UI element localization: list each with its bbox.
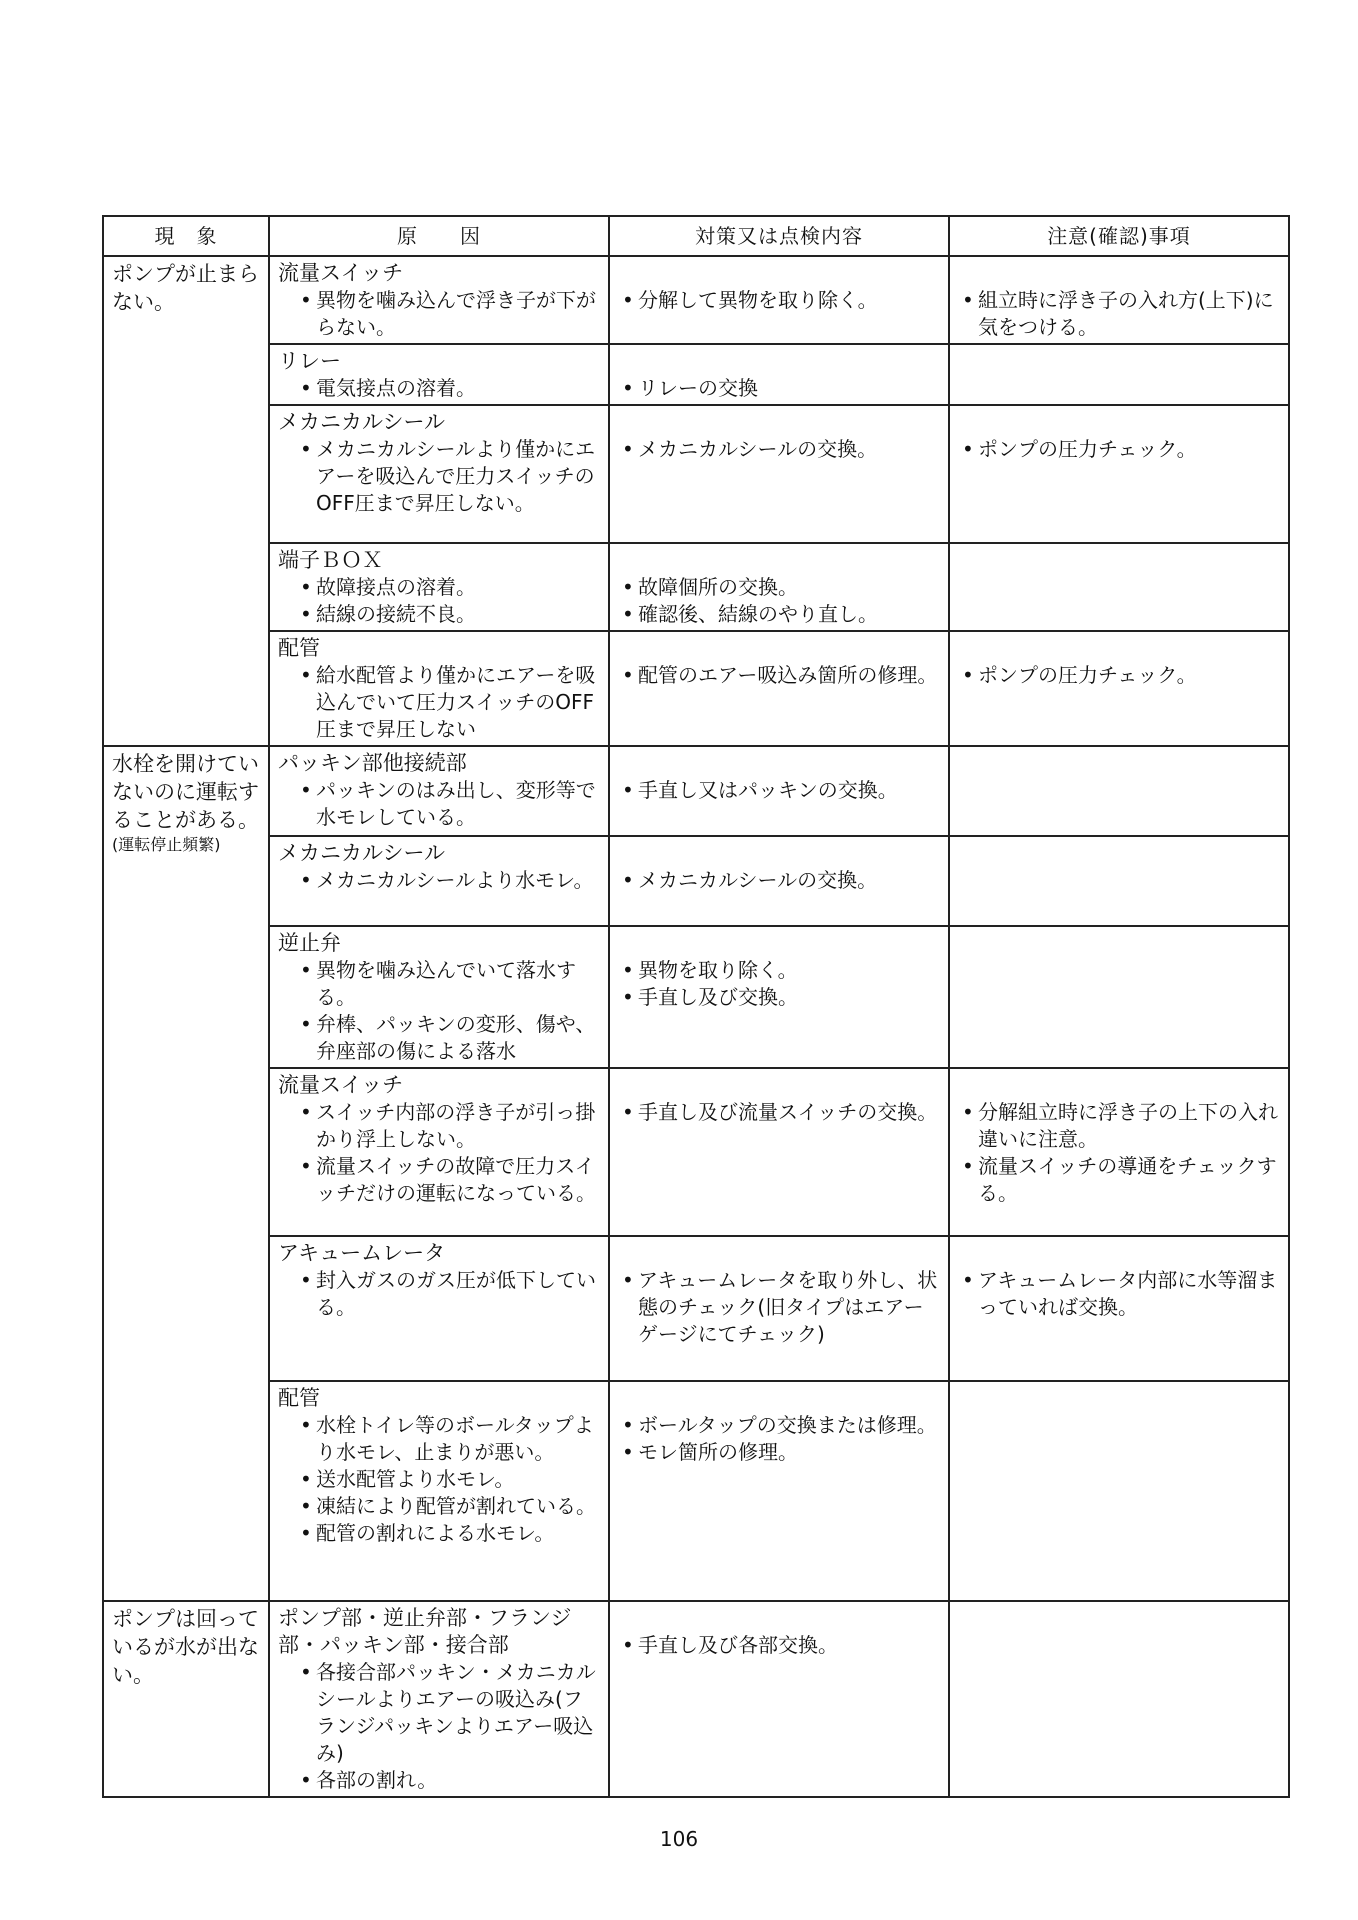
measure-cell: [609, 543, 949, 631]
table-row: [103, 746, 1289, 836]
measure-cell: [609, 344, 949, 405]
measure-item: • 異物を取り除く。: [622, 957, 942, 984]
note-cell: [949, 1236, 1289, 1381]
cause-item-list: [278, 1412, 602, 1547]
cause-item-list: [278, 777, 602, 831]
measure-cell: [609, 1236, 949, 1381]
measure-item: • モレ箇所の修理。: [622, 1439, 942, 1466]
measure-cell: [609, 256, 949, 344]
cause-item: • 送水配管より水モレ。: [300, 1466, 602, 1493]
cause-item: • 電気接点の溶着。: [300, 375, 602, 402]
measure-item-list: [618, 287, 942, 314]
cause-cell: [269, 405, 609, 543]
measure-item-list: [618, 1099, 942, 1126]
measure-item: • メカニカルシールの交換。: [622, 867, 942, 894]
cause-item: • メカニカルシールより僅かにエアーを吸込んで圧力スイッチのOFF圧まで昇圧しない。: [300, 436, 602, 517]
measure-item-list: [618, 957, 942, 1011]
symptom-text: 水栓を開けていないのに運転することがある。: [112, 752, 259, 832]
cause-item-list: [278, 436, 602, 517]
note-item: • 分解組立時に浮き子の上下の入れ違いに注意。: [962, 1099, 1282, 1153]
note-cell: [949, 746, 1289, 836]
cause-item-list: [278, 574, 602, 628]
note-item: • 組立時に浮き子の入れ方(上下)に気をつける。: [962, 287, 1282, 341]
symptom-text: ポンプは回っているが水が出ない。: [112, 1607, 259, 1687]
note-item-list: [958, 436, 1282, 463]
cause-item-list: [278, 287, 602, 341]
header-row: [103, 216, 1289, 256]
note-cell: [949, 1068, 1289, 1236]
note-item-list: [958, 287, 1282, 341]
note-item-list: [958, 1099, 1282, 1207]
measure-cell: [609, 1381, 949, 1601]
note-cell: [949, 836, 1289, 926]
table-row: [103, 836, 1289, 926]
table-row: [103, 1236, 1289, 1381]
cause-item-list: [278, 867, 602, 894]
measure-cell: [609, 746, 949, 836]
note-item: • ポンプの圧力チェック。: [962, 662, 1282, 689]
measure-item-list: [618, 1267, 942, 1348]
cause-item: • 異物を噛み込んで浮き子が下がらない。: [300, 287, 602, 341]
cause-item: • 流量スイッチの故障で圧力スイッチだけの運転になっている。: [300, 1153, 602, 1207]
measure-item: • 手直し及び交換。: [622, 984, 942, 1011]
note-cell: [949, 926, 1289, 1068]
cause-item-list: [278, 662, 602, 743]
cause-cell: [269, 1236, 609, 1381]
cause-category: 逆止弁: [278, 931, 341, 955]
cause-item-list: [278, 1099, 602, 1207]
cause-category: ポンプ部・逆止弁部・フランジ部・パッキン部・接合部: [278, 1606, 572, 1657]
troubleshooting-table: [102, 215, 1290, 1798]
measure-cell: [609, 405, 949, 543]
note-cell: [949, 1381, 1289, 1601]
measure-item: • メカニカルシールの交換。: [622, 436, 942, 463]
cause-category: 流量スイッチ: [278, 1073, 404, 1097]
cause-cell: [269, 344, 609, 405]
cause-item: • 各部の割れ。: [300, 1767, 602, 1794]
table-row: [103, 405, 1289, 543]
measure-item-list: [618, 1632, 942, 1659]
cause-category: リレー: [278, 349, 341, 373]
symptom-cell: [103, 746, 269, 1601]
cause-item: • 異物を噛み込んでいて落水する。: [300, 957, 602, 1011]
cause-item: • 凍結により配管が割れている。: [300, 1493, 602, 1520]
measure-item: • 配管のエアー吸込み箇所の修理。: [622, 662, 942, 689]
cause-cell: [269, 926, 609, 1068]
note-item: • 流量スイッチの導通をチェックする。: [962, 1153, 1282, 1207]
table-row: [103, 1068, 1289, 1236]
table-row: [103, 256, 1289, 344]
header-note: 注意(確認)事項: [949, 216, 1289, 256]
measure-item-list: [618, 777, 942, 804]
measure-item: • ボールタップの交換または修理。: [622, 1412, 942, 1439]
cause-category: パッキン部他接続部: [278, 751, 467, 775]
measure-item: • 故障個所の交換。: [622, 574, 942, 601]
measure-item-list: [618, 375, 942, 402]
symptom-cell: [103, 256, 269, 746]
cause-cell: [269, 746, 609, 836]
measure-item: • 手直し及び各部交換。: [622, 1632, 942, 1659]
table-row: [103, 631, 1289, 746]
cause-item: • 配管の割れによる水モレ。: [300, 1520, 602, 1547]
note-item: • アキュームレータ内部に水等溜まっていれば交換。: [962, 1267, 1282, 1321]
cause-item: • 結線の接続不良。: [300, 601, 602, 628]
cause-cell: [269, 1601, 609, 1797]
note-item-list: [958, 662, 1282, 689]
cause-cell: [269, 836, 609, 926]
cause-item: • パッキンのはみ出し、変形等で水モレしている。: [300, 777, 602, 831]
cause-item-list: [278, 1659, 602, 1794]
measure-item: • 確認後、結線のやり直し。: [622, 601, 942, 628]
symptom-cell: [103, 1601, 269, 1797]
cause-item: • 水栓トイレ等のボールタップより水モレ、止まりが悪い。: [300, 1412, 602, 1466]
measure-item-list: [618, 574, 942, 628]
note-item: • ポンプの圧力チェック。: [962, 436, 1282, 463]
cause-cell: [269, 1381, 609, 1601]
measure-cell: [609, 1068, 949, 1236]
cause-cell: [269, 256, 609, 344]
cause-item: • 給水配管より僅かにエアーを吸込んでいて圧力スイッチのOFF圧まで昇圧しない: [300, 662, 602, 743]
cause-item: • 各接合部パッキン・メカニカルシールよりエアーの吸込み(フランジパッキンよりエアー吸込み): [300, 1659, 602, 1767]
note-cell: [949, 256, 1289, 344]
cause-cell: [269, 543, 609, 631]
measure-item-list: [618, 867, 942, 894]
note-cell: [949, 631, 1289, 746]
measure-item: • アキュームレータを取り外し、状態のチェック(旧タイプはエアーゲージにてチェック): [622, 1267, 942, 1348]
table-row: [103, 1601, 1289, 1797]
table-row: [103, 543, 1289, 631]
cause-item: • 弁棒、パッキンの変形、傷や、弁座部の傷による落水: [300, 1011, 602, 1065]
cause-category: 端子ＢＯＸ: [278, 548, 383, 572]
symptom-text: ポンプが止まらない。: [112, 262, 259, 314]
page-number: 106: [659, 1827, 699, 1851]
note-cell: [949, 344, 1289, 405]
symptom-note: (運転停止頻繁): [112, 835, 221, 854]
note-cell: [949, 1601, 1289, 1797]
note-item-list: [958, 1267, 1282, 1321]
measure-cell: [609, 926, 949, 1068]
cause-category: 配管: [278, 636, 320, 660]
measure-cell: [609, 836, 949, 926]
cause-category: 流量スイッチ: [278, 261, 404, 285]
cause-item: • メカニカルシールより水モレ。: [300, 867, 602, 894]
cause-category: アキュームレータ: [278, 1241, 446, 1265]
measure-item: • リレーの交換: [622, 375, 942, 402]
cause-item: • スイッチ内部の浮き子が引っ掛かり浮上しない。: [300, 1099, 602, 1153]
measure-item: • 手直し及び流量スイッチの交換。: [622, 1099, 942, 1126]
measure-item-list: [618, 662, 942, 689]
cause-item-list: [278, 1267, 602, 1321]
header-symptom: 現 象: [103, 216, 269, 256]
note-cell: [949, 543, 1289, 631]
cause-item-list: [278, 957, 602, 1065]
cause-category: 配管: [278, 1386, 320, 1410]
measure-cell: [609, 1601, 949, 1797]
cause-item: • 封入ガスのガス圧が低下している。: [300, 1267, 602, 1321]
cause-item-list: [278, 375, 602, 402]
measure-item: • 分解して異物を取り除く。: [622, 287, 942, 314]
header-measure: 対策又は点検内容: [609, 216, 949, 256]
header-cause: 原 因: [269, 216, 609, 256]
table-row: [103, 926, 1289, 1068]
note-cell: [949, 405, 1289, 543]
table-row: [103, 344, 1289, 405]
cause-item: • 故障接点の溶着。: [300, 574, 602, 601]
measure-item: • 手直し又はパッキンの交換。: [622, 777, 942, 804]
cause-cell: [269, 631, 609, 746]
measure-cell: [609, 631, 949, 746]
measure-item-list: [618, 1412, 942, 1466]
table-row: [103, 1381, 1289, 1601]
cause-category: メカニカルシール: [278, 410, 446, 434]
cause-category: メカニカルシール: [278, 841, 446, 865]
measure-item-list: [618, 436, 942, 463]
cause-cell: [269, 1068, 609, 1236]
